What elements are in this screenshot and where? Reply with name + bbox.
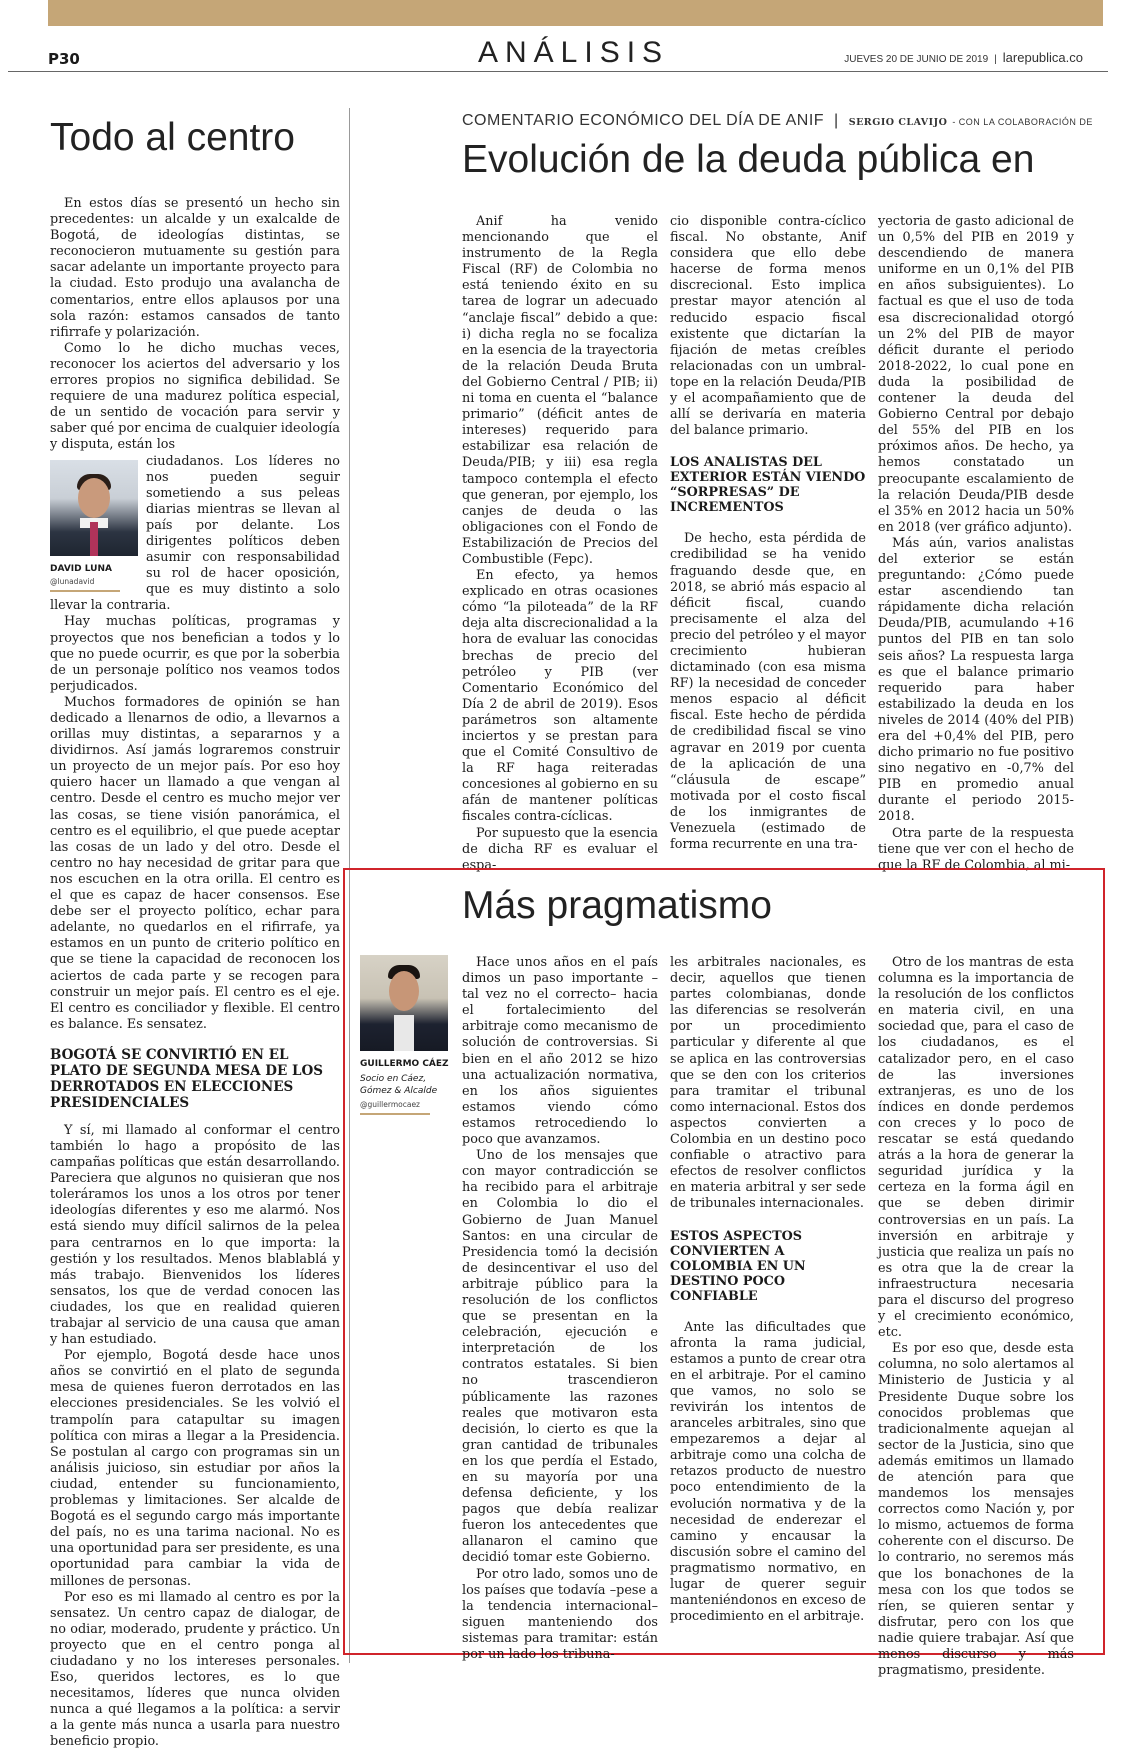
anif-article-body bbox=[462, 214, 1102, 873]
left-para: ciudadanos. Los líderes no nos pueden seguir sometiendo a sus peleas diarias mientras se llevan al país por delante. Los dirigentes políticos deben asumir con responsabilidad su rol de hacer oposición, que es muy distinto a solo llevar la contraria. bbox=[50, 453, 340, 614]
mas-para: Ante las dificultades que afronta la rama judicial, estamos a punto de crear otra en el arbitraje. Por el camino que vamos, no solo se revivirán los intentos de aranceles arbitrales, sino que empezaremos a dejar al arbitraje como una colcha de retazos producto de nuestro poco entendimiento de la evolución normativa y de la necesidad de enderezar el camino y encausar la discusión sobre el camino del pragmatismo normativo, en lugar de querer seguir manteniéndonos en exceso de procedimiento en el arbitraje. bbox=[670, 1319, 866, 1625]
anif-subhead: LOS ANALISTAS DEL EXTERIOR ESTÁN VIENDO “SORPRESAS” DE INCREMENTOS bbox=[670, 455, 866, 516]
author-handle: @guillermocaez bbox=[360, 1100, 420, 1109]
author-handle: @lunadavid bbox=[50, 576, 95, 586]
mas-para: Hace unos años en el país dimos un paso importante –tal vez no el correcto– hacia el fortalecimiento del arbitraje como mecanismo de solución de controversias. Si bien en el año 2012 se hizo una actualización normativa, en los años siguientes estamos viendo cómo estamos retrocediendo lo poco que avanzamos. bbox=[462, 955, 658, 1148]
author-photo bbox=[360, 955, 448, 1051]
anif-para: cio disponible contra-cíclico fiscal. No obstante, Anif considera que ello debe hacerse de forma menos discrecional. Esto implica prestar mayor atención al reducido espacio fiscal existente que dictarían la fijación de metas creíbles relacionadas con un umbral-tope en la relación Deuda/PIB y el acompañamiento que de allí se derivaría en materia del balance primario. bbox=[670, 214, 866, 439]
anif-para: Otra parte de la respuesta tiene que ver con el hecho de que la RF de Colombia, al mi- bbox=[878, 825, 1074, 873]
mas-subhead: ESTOS ASPECTOS CONVIERTEN A COLOMBIA EN UN DESTINO POCO CONFIABLE bbox=[670, 1228, 806, 1304]
author-card bbox=[50, 460, 138, 592]
left-article-title: Todo al centro bbox=[50, 116, 295, 159]
author-photo bbox=[50, 460, 138, 556]
left-para: Por ejemplo, Bogotá desde hace unos años se convirtió en el plato de segunda mesa de quienes fueron derrotados en las elecciones presidenciales. Se les volvió el trampolín para catapultar su imagen política con miras a llegar a la Presidencia. Se postulan al cargo con programas sin un análisis juicioso, sin estudiar por años la ciudad, entender su funcionamiento, problemas y limitaciones. Ser alcalde de Bogotá es el segundo cargo más importante del país, no es una tarima nacional. No es una oportunidad para ser presidente, es una oportunidad para cambiar la vida de millones de personas. bbox=[50, 1348, 340, 1589]
anif-para: Más aún, varios analistas del exterior se están preguntando: ¿Cómo puede estar ascendiendo tan rápidamente dicha relación Deuda/PIB, acumulando +16 puntos del PIB en tan solo seis años? La respuesta larga es que el balance primario requerido para haber estabilizado la deuda en los niveles de 2014 (40% del PIB) era del +0,4% del PIB, pero dicho primario no fue positivo sino negativo en -0,7% del PIB en promedio anual durante el periodo 2015-2018. bbox=[878, 535, 1074, 825]
mas-para: Uno de los mensajes que con mayor contradicción se ha recibido para el arbitraje en Colombia lo dio el Gobierno de Juan Manuel Santos: en una circular de Presidencia tomó la decisión de desincentivar el uso del arbitraje público para la resolución de los conflictos que se presentan en la celebración, ejecución e interpretación de los contratos estatales. Si bien no trascendieron públicamente las razones reales que motivaron esta decisión, lo cierto es que la gran cantidad de tribunales en los que perdía el Estado, en su mayoría por una defensa deficiente, y los pagos que debía realizar fueron los antecedentes que allanaron el camino que decidió tomar este Gobierno. bbox=[462, 1148, 658, 1566]
mas-col-1 bbox=[462, 955, 658, 1663]
left-para: Como lo he dicho muchas veces, reconocer los aciertos del adversario y los errores propios no significa debilidad. Se requiere de una madurez política especial, de un sentido de vocación para servir y saber qué por encima de cualquier ideología y disputa, están los bbox=[50, 340, 340, 453]
left-para: Hay muchas políticas, programas y proyectos que nos benefician a todos y lo que no puede ocurrir, es que por la soberbia de un personaje político nos veamos todos perjudicados. bbox=[50, 614, 340, 694]
header-rule bbox=[8, 71, 1108, 72]
header-meta: JUEVES 20 DE JUNIO DE 2019 | larepublica.co bbox=[844, 50, 1083, 65]
mas-article-body bbox=[462, 955, 1102, 1679]
page-header bbox=[48, 30, 1103, 72]
author-role: Socio en Cáez, Gómez & Alcalde bbox=[360, 1074, 438, 1096]
author-card bbox=[360, 955, 450, 1115]
author-name: GUILLERMO CÁEZ bbox=[360, 1059, 449, 1069]
site-link[interactable]: larepublica.co bbox=[1002, 50, 1083, 65]
left-para: Muchos formadores de opinión se han dedicado a llenarnos de odio, a llevarnos a orillas muy distintas, a separarnos y a dividirnos. Así jamás lograremos construir un proyecto de un mejor país. Por eso hoy quiero hacer un llamado a que vengan al centro. Desde el centro es mucho mejor ver las cosas, se tiene visión panorámica, el centro es el equilibrio, el que puede aceptar las cosas de un lado y del otro. Desde el centro no hay necesidad de gritar para que nos escuchen en la otra orilla. El centro es el que es capaz de hacer consensos. Ese debe ser el proyecto político, echar para adelante, no quedarlos en el rifirrafe, ya estamos en un punto de criterio político en que se tiene la capacidad de reconocen los aciertos de cada parte y se recogen para construir un mejor país. El centro es el eje. El centro es conciliador y flexible. El centro es balance. Es sensatez. bbox=[50, 694, 340, 1032]
anif-col-2 bbox=[670, 214, 866, 853]
mas-col-3 bbox=[878, 955, 1074, 1679]
anif-col-3 bbox=[878, 214, 1074, 874]
anif-para: En efecto, ya hemos explicado en otras ocasiones cómo “la piloteada” de la RF deja alta discrecionalidad a la hora de evaluar las conocidas brechas de precio del petróleo y PIB (ver Comentario Económico del Día 2 de abril de 2019). Esos parámetros son altamente inciertos y se prestan para que el Comité Consultivo de la RF haga reiteradas concesiones al gobierno en su afán de mantener políticas fiscales contra-cíclicas. bbox=[462, 568, 658, 825]
anif-para: Por supuesto que la esencia de dicha RF es evaluar el espa- bbox=[462, 825, 658, 873]
mas-para: les arbitrales nacionales, es decir, aquellos que tienen partes colombianas, donde las diferencias se resolverán por un procedimiento particular y diferente al que se aplica en las controversias que se den con los criterios para tramitar el tribunal como internacional. Estos dos aspectos convierten a Colombia en un destino poco confiable o atractivo para efectos de resolver conflictos en materia arbitral y ser sede de tribunales internacionales. bbox=[670, 955, 866, 1212]
left-article bbox=[50, 110, 340, 1751]
issue-date: JUEVES 20 DE JUNIO DE 2019 bbox=[844, 54, 989, 65]
top-accent-bar bbox=[48, 0, 1103, 26]
anif-article-header bbox=[462, 112, 1112, 182]
left-para: Por eso es mi llamado al centro es por la sensatez. Un centro capaz de dialogar, de no odiar, moderado, prudente y práctico. Un proyecto que en el centro ponga al ciudadano y no los intereses personales. Eso, queridos lectores, es lo que necesitamos, líderes que nunca olviden nunca a qué llegamos a la política: a servir a la gente más nunca a usarla para nuestro beneficio propio. bbox=[50, 1589, 340, 1750]
mas-para: Por otro lado, somos uno de los países que todavía –pese a la tendencia internacional– siguen manteniendo dos sistemas para tramitar: están por un lado los tribuna- bbox=[462, 1566, 658, 1663]
left-subhead: BOGOTÁ SE CONVIRTIÓ EN EL PLATO DE SEGUNDA MESA DE LOS DERROTADOS EN ELECCIONES PRESIDENCIALES bbox=[50, 1046, 323, 1111]
mas-col-2 bbox=[670, 955, 866, 1625]
mas-para: Es por eso que, desde esta columna, no solo alertamos al Ministerio de Justicia y al Presidente Duque sobre los conocidos problemas que tradicionalmente aquejan al sector de la Justicia, sino que además emitimos un llamado de atención para que mandemos los mensajes correctos como Nación y, por lo mismo, actuemos de forma coherente con el discurso. De lo contrario, no seremos más que los bonachones de la mesa con los que todos se ríen, se quieren sentar y disfrutar, pero con los que nadie quiere trabajar. Así que menos discurso y más pragmatismo, presidente. bbox=[878, 1341, 1074, 1679]
anif-para: Anif ha venido mencionando que el instrumento de la Regla Fiscal (RF) de Colombia no está teniendo éxito en su tarea de lograr un adecuado “anclaje fiscal” debido a que: i) dicha regla no se focaliza en la esencia de la trayectoria de la relación Deuda Bruta del Gobierno Central / PIB; ii) ni toma en cuenta el “balance primario” (déficit antes de intereses) requerido para estabilizar esa relación de Deuda/PIB; y iii) esa regla tampoco contempla el efecto que generan, por ejemplo, los canjes de deuda o las obligaciones con el Fondo de Estabilización de Precios del Combustible (Fepc). bbox=[462, 214, 658, 567]
byline-collab: - CON LA COLABORACIÓN DE bbox=[952, 117, 1093, 127]
anif-col-1 bbox=[462, 214, 658, 874]
author-name: DAVID LUNA bbox=[50, 563, 112, 574]
anif-para: yectoria de gasto adicional de un 0,5% del PIB en 2019 y descendiendo de manera uniforme en un 0,1% del PIB en años subsiguientes). Lo factual es que el uso de toda esa discrecionalidad otorgó un 2% del PIB de mayor déficit durante el periodo 2018-2022, lo cual pone en duda la posibilidad de contener la deuda del Gobierno Central por debajo del 55% del PIB en los próximos años. De hecho, ya hemos constatado un preocupante escalamiento de la relación Deuda/PIB desde el 35% en 2012 hacia un 50% en 2018 (ver gráfico adjunto). bbox=[878, 214, 1074, 535]
left-para: En estos días se presentó un hecho sin precedentes: un alcalde y un exalcalde de Bogotá, de ideologías distintas, se reconocieron mutuamente su gestión para sacar adelante un importante proyecto para la ciudad. Esto produjo una avalancha de comentarios, entre ellos aplausos por una sola razón: estamos cansados de tanto rifirrafe y polarización. bbox=[50, 196, 340, 340]
page-number: P30 bbox=[48, 50, 80, 68]
left-para: Y sí, mi llamado al conformar el centro también lo hago a propósito de las campañas políticas que están desarrollando. Pareciera que algunos no quisieran que nos toleráramos los unos a los otros por tener ideologías diferentes y eso me alarmó. Nos está siendo muy difícil salirnos de la pelea para centrarnos en lo que importa: la gestión y los resultados. Menos blablablá y más trabajo. Bienvenidos los líderes sensatos, los que de verdad conocen las ciudades, los que en realidad quieren trabajar al servicio de una causa que aman y han estudiado. bbox=[50, 1122, 340, 1348]
author-underline bbox=[360, 1113, 430, 1115]
mas-article-title: Más pragmatismo bbox=[462, 884, 772, 927]
article-kicker: COMENTARIO ECONÓMICO DEL DÍA DE ANIF | SERGIO CLAVIJO - CON LA COLABORACIÓN DE bbox=[462, 112, 1093, 129]
kicker-text: COMENTARIO ECONÓMICO DEL DÍA DE ANIF bbox=[462, 112, 825, 129]
anif-para: De hecho, esta pérdida de credibilidad se ha venido fraguando desde que, en 2018, se abrió más espacio al déficit fiscal, cuando precisamente el alza del precio del petróleo y el mayor crecimiento hubieran dictaminado (con esa misma RF) la necesidad de conceder menos espacio al déficit fiscal. Este hecho de pérdida de credibilidad fiscal se vino agravar en 2019 por cuenta de la aplicación de una “cláusula de escape” motivada por el costo fiscal de los inmigrantes de Venezuela (estimado de forma recurrente en una tra- bbox=[670, 531, 866, 853]
anif-article-title: Evolución de la deuda pública en bbox=[462, 138, 1035, 181]
author-underline bbox=[50, 590, 120, 592]
byline: SERGIO CLAVIJO bbox=[848, 117, 948, 128]
mas-para: Otro de los mantras de esta columna es la importancia de la resolución de los conflictos en materia civil, en una sociedad que, para el caso de los ciudadanos, es el catalizador pero, en el caso de las inversiones extranjeras, es uno de los índices en donde perdemos con creces y lo poco de rescatar se está quedando atrás a la hora de generar la seguridad jurídica y la certeza en la forma ágil en que se deben dirimir controversias en un país. La inversión en arbitraje y justicia que realiza un país no es otra que la de crear la infraestructura necesaria para el discurso del progreso y el crecimiento económico, etc. bbox=[878, 955, 1074, 1341]
section-name: ANÁLISIS bbox=[478, 36, 670, 69]
